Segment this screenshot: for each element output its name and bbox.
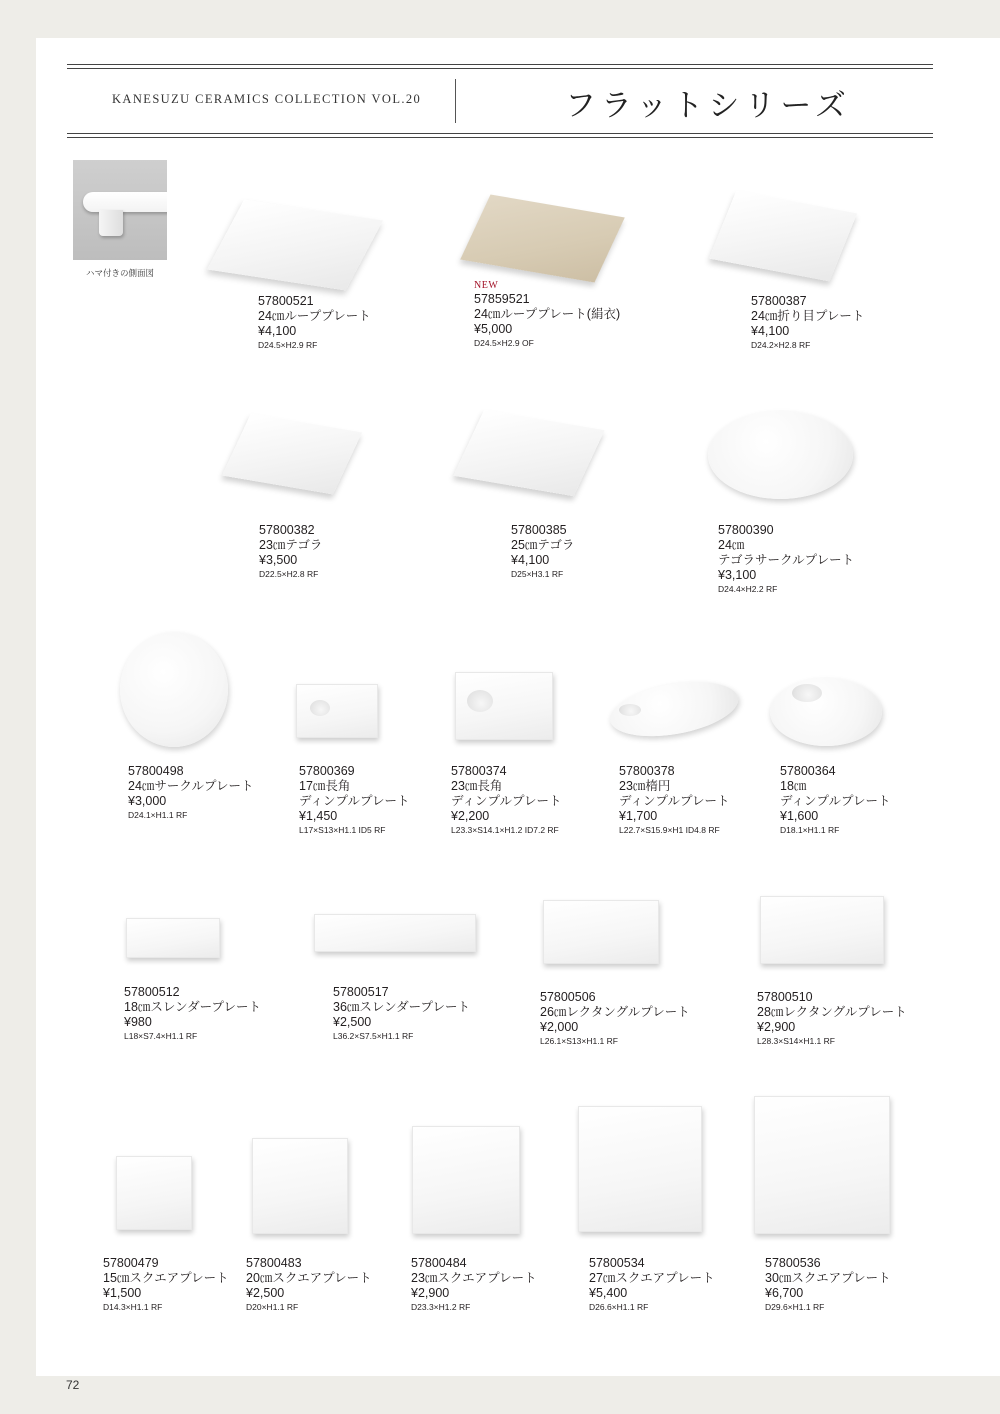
product-code: 57800387: [751, 294, 807, 308]
product-name: 28㎝レクタングルプレート: [757, 1005, 907, 1019]
header-rule-bottom-inner: [67, 137, 933, 138]
product-name: 24㎝ループプレート: [258, 309, 371, 323]
product-price: ¥5,400: [589, 1286, 628, 1300]
product-name: 15㎝スクエアプレート: [103, 1271, 229, 1285]
product-image-57800390: [700, 405, 860, 510]
product-image-57800498: [118, 630, 233, 750]
product-name-line2: テゴラサークルプレート: [718, 553, 855, 567]
product-name-line1: 18㎝: [780, 779, 807, 793]
product-57800512: [124, 985, 261, 1043]
product-57800484: [411, 1256, 537, 1314]
product-name: 26㎝レクタングルプレート: [540, 1005, 690, 1019]
product-name: 18㎝スレンダープレート: [124, 1000, 261, 1014]
product-code: 57800534: [589, 1256, 645, 1270]
side-view-caption: ハマ付きの側面図: [85, 268, 154, 278]
product-image-57800483: [252, 1138, 350, 1236]
product-dims: D20×H1.1 RF: [246, 1302, 299, 1312]
product-57800483: [246, 1256, 372, 1314]
header-rule-bottom: [67, 133, 933, 134]
product-image-57800517: [314, 914, 478, 954]
product-57859521: [474, 279, 620, 350]
product-code: 57800506: [540, 990, 596, 1004]
product-code: 57859521: [474, 292, 530, 306]
product-dims: L22.7×S15.9×H1 ID4.8 RF: [619, 825, 720, 835]
product-dims: L36.2×S7.5×H1.1 RF: [333, 1031, 414, 1041]
product-dims: D24.1×H1.1 RF: [128, 810, 188, 820]
product-dims: L28.3×S14×H1.1 RF: [757, 1036, 835, 1046]
product-price: ¥2,000: [540, 1020, 579, 1034]
product-code: 57800374: [451, 764, 507, 778]
product-name-line2: ディンプルプレート: [619, 794, 730, 808]
product-name-line1: 24㎝: [718, 538, 745, 552]
product-name: 24㎝サークルプレート: [128, 779, 254, 793]
product-price: ¥2,500: [333, 1015, 372, 1029]
product-name: 23㎝スクエアプレート: [411, 1271, 537, 1285]
side-view-image: [73, 160, 167, 260]
product-dims: D29.6×H1.1 RF: [765, 1302, 825, 1312]
product-dims: D26.6×H1.1 RF: [589, 1302, 649, 1312]
product-dims: L17×S13×H1.1 ID5 RF: [299, 825, 386, 835]
product-price: ¥4,100: [511, 553, 550, 567]
product-price: ¥4,100: [258, 324, 297, 338]
product-image-57800382: [220, 405, 370, 505]
product-image-57800387: [700, 180, 860, 280]
product-image-57800378: [605, 680, 745, 740]
product-code: 57800369: [299, 764, 355, 778]
product-name: 25㎝テゴラ: [511, 538, 575, 552]
product-name: 30㎝スクエアプレート: [765, 1271, 891, 1285]
product-57800510: [757, 990, 907, 1048]
product-57800534: [589, 1256, 715, 1314]
product-name: 36㎝スレンダープレート: [333, 1000, 470, 1014]
product-dims: L23.3×S14.1×H1.2 ID7.2 RF: [451, 825, 559, 835]
product-price: ¥1,500: [103, 1286, 142, 1300]
product-price: ¥3,100: [718, 568, 757, 582]
product-image-57800374: [455, 672, 555, 742]
product-price: ¥3,000: [128, 794, 167, 808]
product-code: 57800483: [246, 1256, 302, 1270]
product-image-57800364: [766, 670, 886, 750]
product-image-57800521: [220, 188, 380, 288]
collection-title: KANESUZU CERAMICS COLLECTION VOL.20: [112, 92, 422, 106]
product-dims: D22.5×H2.8 RF: [259, 569, 319, 579]
product-code: 57800382: [259, 523, 315, 537]
product-57800506: [540, 990, 690, 1048]
product-code: 57800378: [619, 764, 675, 778]
product-price: ¥5,000: [474, 322, 513, 336]
product-image-57800385: [450, 402, 610, 507]
product-dims: L26.1×S13×H1.1 RF: [540, 1036, 618, 1046]
product-57800536: [765, 1256, 891, 1314]
product-image-57800484: [412, 1126, 522, 1236]
product-name-line1: 17㎝長角: [299, 779, 351, 793]
product-57800374: [451, 764, 562, 837]
product-dims: D14.3×H1.1 RF: [103, 1302, 163, 1312]
product-price: ¥6,700: [765, 1286, 804, 1300]
product-code: 57800512: [124, 985, 180, 999]
product-code: 57800510: [757, 990, 813, 1004]
product-price: ¥1,600: [780, 809, 819, 823]
product-code: 57800517: [333, 985, 389, 999]
new-badge: NEW: [474, 280, 499, 291]
product-price: ¥2,200: [451, 809, 490, 823]
header-divider: [455, 79, 456, 123]
product-price: ¥2,900: [757, 1020, 796, 1034]
product-image-57800479: [116, 1156, 196, 1234]
product-code: 57800521: [258, 294, 314, 308]
product-57800369: [299, 764, 410, 837]
product-name-line2: ディンプルプレート: [780, 794, 891, 808]
product-code: 57800484: [411, 1256, 467, 1270]
product-image-57800506: [543, 900, 661, 966]
product-name: 20㎝スクエアプレート: [246, 1271, 372, 1285]
product-name: 24㎝ループプレート(絹衣): [474, 307, 621, 321]
product-code: 57800385: [511, 523, 567, 537]
product-dims: D24.2×H2.8 RF: [751, 340, 811, 350]
product-image-57859521: [460, 186, 630, 286]
product-dims: D24.5×H2.9 RF: [258, 340, 318, 350]
side-view-plate: [83, 192, 167, 212]
product-name-line2: ディンプルプレート: [299, 794, 410, 808]
product-57800364: [780, 764, 891, 837]
product-image-57800536: [754, 1096, 892, 1236]
side-view-foot: [99, 210, 123, 236]
product-price: ¥3,500: [259, 553, 298, 567]
product-57800390: [718, 523, 854, 596]
product-image-57800512: [126, 918, 224, 960]
product-image-57800534: [578, 1106, 704, 1234]
product-price: ¥4,100: [751, 324, 790, 338]
header-rule-top-inner: [67, 68, 933, 69]
product-price: ¥980: [124, 1015, 152, 1029]
product-name-line1: 23㎝長角: [451, 779, 503, 793]
product-code: 57800498: [128, 764, 184, 778]
product-57800382: [259, 523, 322, 581]
product-image-57800510: [760, 896, 886, 966]
product-code: 57800536: [765, 1256, 821, 1270]
product-57800479: [103, 1256, 229, 1314]
header-rule-top: [67, 64, 933, 65]
product-name: 24㎝折り目プレート: [751, 309, 865, 323]
product-code: 57800479: [103, 1256, 159, 1270]
product-dims: D23.3×H1.2 RF: [411, 1302, 471, 1312]
product-code: 57800390: [718, 523, 774, 537]
product-57800385: [511, 523, 574, 581]
product-dims: D25×H3.1 RF: [511, 569, 564, 579]
product-57800498: [128, 764, 254, 822]
product-name: 23㎝テゴラ: [259, 538, 323, 552]
product-name-line2: ディンプルプレート: [451, 794, 562, 808]
series-title: フラットシリーズ: [565, 88, 851, 123]
product-price: ¥1,450: [299, 809, 338, 823]
product-57800517: [333, 985, 470, 1043]
product-57800521: [258, 294, 371, 352]
product-57800387: [751, 294, 864, 352]
product-code: 57800364: [780, 764, 836, 778]
product-image-57800369: [296, 684, 380, 740]
product-price: ¥2,500: [246, 1286, 285, 1300]
product-dims: D24.4×H2.2 RF: [718, 584, 778, 594]
product-name-line1: 23㎝楕円: [619, 779, 671, 793]
product-name: 27㎝スクエアプレート: [589, 1271, 715, 1285]
product-57800378: [619, 764, 730, 837]
product-price: ¥2,900: [411, 1286, 450, 1300]
product-dims: L18×S7.4×H1.1 RF: [124, 1031, 198, 1041]
page-number: 72: [66, 1378, 80, 1392]
product-price: ¥1,700: [619, 809, 658, 823]
product-dims: D18.1×H1.1 RF: [780, 825, 840, 835]
product-dims: D24.5×H2.9 OF: [474, 338, 534, 348]
